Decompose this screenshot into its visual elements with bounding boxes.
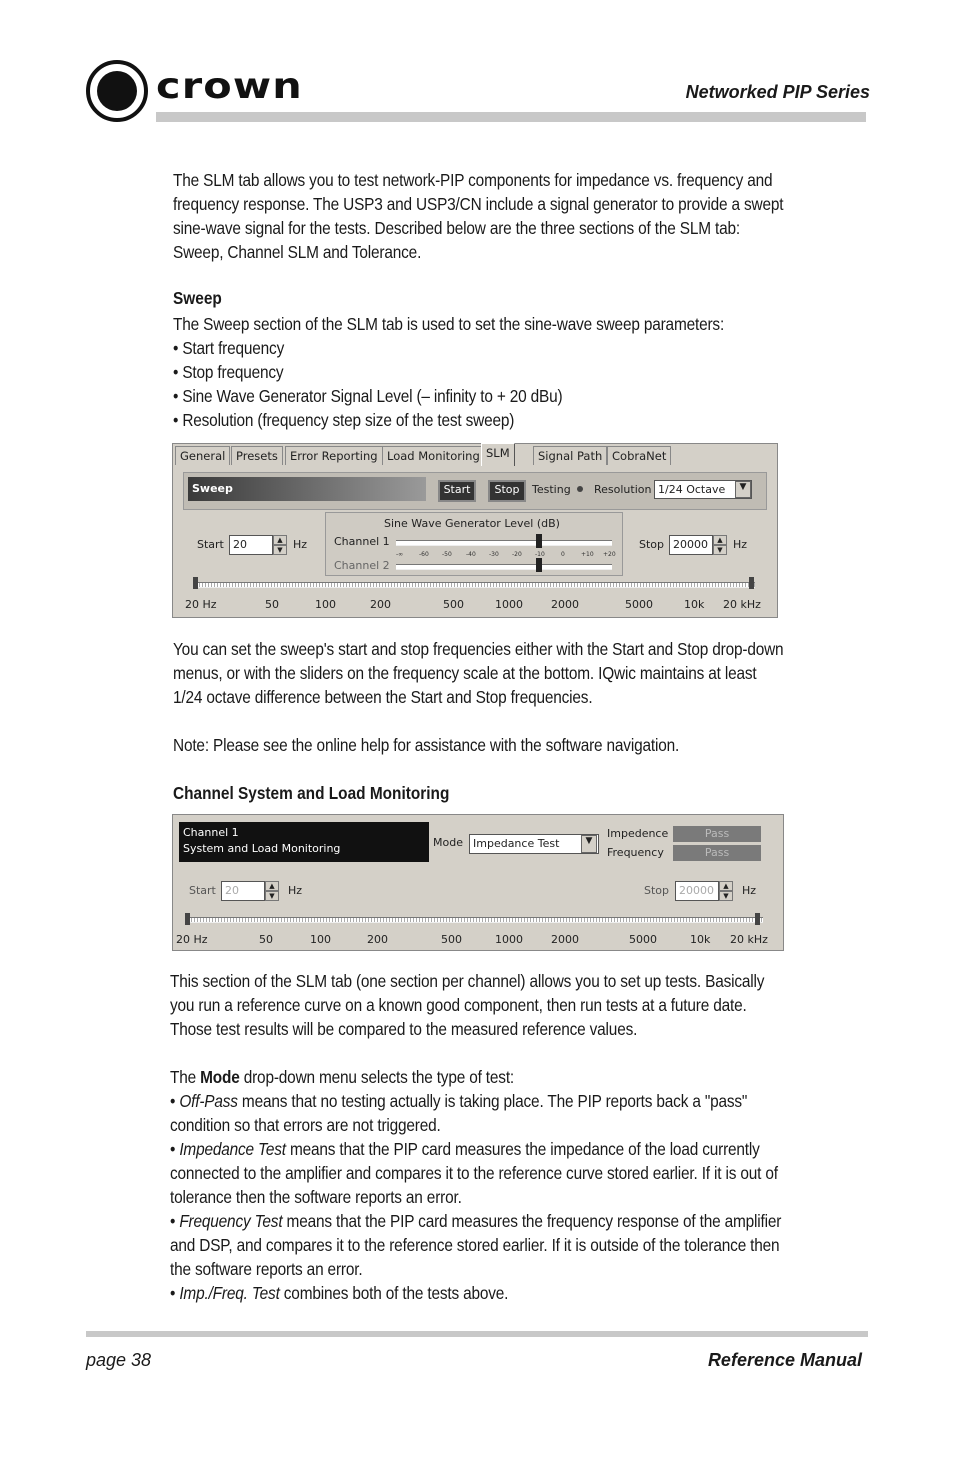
bullet-term: Imp./Freq. Test [179, 1283, 280, 1303]
scale-label: 50 [259, 933, 273, 946]
scale-label: 200 [370, 598, 391, 611]
scale-label: 10k [684, 598, 705, 611]
scale-label: 1000 [495, 933, 523, 946]
intro-paragraph: The SLM tab allows you to test network-PIP components for impedance vs. frequency and frequency response. The USP3 and USP3/CN include a signal generator to provide a swept sine-wave signal for the tests. Described below are the three sections of the SLM tab: Sweep, Channel SLM and Tolerance. [173, 170, 784, 262]
mode-label: Mode [433, 836, 463, 849]
db-tick: -60 [419, 551, 429, 558]
scale-label: 500 [441, 933, 462, 946]
scale-label: 2000 [551, 598, 579, 611]
scale-label: 20 kHz [723, 598, 761, 611]
scale-label: 50 [265, 598, 279, 611]
scale-label: 20 Hz [185, 598, 217, 611]
channel-heading: Channel System and Load Monitoring [173, 783, 450, 803]
channel-paragraph: This section of the SLM tab (one section per channel) allows you to set up tests. Basically you run a reference curve on a known good component, then run tests at a future date. Those test results will be compared to the measured reference values. [170, 971, 765, 1039]
testing-label: Testing [532, 483, 571, 496]
footer-rule [86, 1331, 868, 1337]
start-hz-label: Hz [293, 538, 308, 551]
tab-load-monitoring[interactable]: Load Monitoring [382, 446, 485, 465]
tab-error-reporting[interactable]: Error Reporting [285, 446, 383, 465]
range-start-handle[interactable] [185, 913, 190, 925]
scale-label: 5000 [629, 933, 657, 946]
spin-up-icon[interactable]: ▲ [273, 535, 287, 545]
scale-label: 2000 [551, 933, 579, 946]
channel1-level-slider[interactable] [396, 540, 612, 546]
tab-signal-path[interactable]: Signal Path [533, 446, 607, 465]
bullet: • [170, 1091, 180, 1111]
scale-label: 5000 [625, 598, 653, 611]
range-stop-handle[interactable] [755, 913, 760, 925]
db-tick: 0 [561, 551, 565, 558]
frequency-status-badge: Pass [673, 845, 761, 861]
channel2-level-knob[interactable] [536, 558, 542, 572]
start-button[interactable]: Start [438, 480, 476, 502]
scale-label: 20 Hz [176, 933, 208, 946]
channel2-level-slider[interactable] [396, 564, 612, 570]
mode-intro-bold: Mode [200, 1067, 240, 1087]
spin-up-icon[interactable]: ▲ [265, 881, 279, 891]
start-frequency-input[interactable]: 20 [221, 881, 265, 901]
bullet-text: means that no testing actually is taking place. The PIP reports back a "pass" condition so that errors are not triggered. [170, 1091, 748, 1135]
start-hz-label: Hz [288, 884, 303, 897]
slm-sweep-screenshot [172, 443, 778, 618]
start-label: Start [197, 538, 224, 551]
generator-title: Sine Wave Generator Level (dB) [384, 517, 560, 530]
channel2-label: Channel 2 [334, 559, 390, 572]
scale-label: 100 [315, 598, 336, 611]
bullet-term: Off-Pass [179, 1091, 238, 1111]
bullet-text: combines both of the tests above. [279, 1283, 509, 1303]
sweep-paragraph: The Sweep section of the SLM tab is used to set the sine-wave sweep parameters: • Start frequency • Stop frequency • Sine Wave Generator Signal Level (– infinity to + 20 dBu) • Resolution (frequency step size of the test sweep) [173, 314, 725, 430]
spin-up-icon[interactable]: ▲ [713, 535, 727, 545]
tab-slm[interactable]: SLM [481, 443, 515, 466]
spin-down-icon[interactable]: ▼ [273, 545, 287, 555]
sweep-heading: Sweep [173, 288, 222, 308]
scale-label: 200 [367, 933, 388, 946]
generator-level-box [325, 512, 623, 576]
db-tick: -∞ [396, 551, 404, 558]
scale-label: 1000 [495, 598, 523, 611]
chevron-down-icon[interactable]: ▼ [581, 835, 597, 853]
chevron-down-icon[interactable]: ▼ [735, 481, 751, 498]
stop-frequency-input[interactable]: 20000 [669, 535, 713, 555]
start-frequency-input[interactable]: 20 [229, 535, 273, 555]
spin-down-icon[interactable]: ▼ [719, 891, 733, 901]
db-tick: -50 [442, 551, 452, 558]
crown-logo-text: crown [156, 66, 303, 107]
sweep-explanation: You can set the sweep's start and stop frequencies either with the Start and Stop drop-down menus, or with the sliders on the frequency scale at the bottom. IQwic maintains at least 1/24 octave difference between the Start and Stop frequencies. [173, 639, 784, 707]
channel-monitoring-screenshot [172, 814, 784, 951]
spin-down-icon[interactable]: ▼ [713, 545, 727, 555]
tab-cobranet[interactable]: CobraNet [607, 446, 671, 465]
frequency-range-slider[interactable] [185, 917, 763, 923]
mode-intro-post: drop-down menu selects the type of test: [239, 1067, 515, 1087]
resolution-select[interactable]: 1/24 Octave [654, 480, 752, 499]
sweep-section-title: Sweep [188, 477, 426, 501]
impedence-label: Impedence [607, 827, 669, 840]
frequency-label: Frequency [607, 846, 664, 859]
page-number: page 38 [86, 1350, 152, 1370]
channel-title-box [179, 822, 429, 862]
sweep-header-row [183, 472, 767, 510]
stop-hz-label: Hz [733, 538, 748, 551]
mode-intro-pre: The [170, 1067, 201, 1087]
mode-bullet-list [170, 1089, 781, 1305]
bullet: • [170, 1139, 180, 1159]
stop-label: Stop [644, 884, 670, 897]
channel1-level-knob[interactable] [536, 534, 542, 548]
header-rule [156, 112, 866, 122]
db-tick: -40 [466, 551, 476, 558]
db-tick: -30 [489, 551, 499, 558]
stop-frequency-input[interactable]: 20000 [675, 881, 719, 901]
frequency-range-slider[interactable] [193, 582, 755, 588]
scale-label: 10k [690, 933, 711, 946]
channel1-label: Channel 1 [334, 535, 390, 548]
channel-title: Channel 1 [183, 826, 239, 839]
db-tick: +10 [581, 551, 594, 558]
db-tick: -20 [512, 551, 522, 558]
bullet: • [170, 1211, 180, 1231]
tab-presets[interactable]: Presets [231, 446, 283, 465]
bullet-term: Impedance Test [179, 1139, 286, 1159]
bullet-text: means that the PIP card measures the frequency response of the amplifier and DSP, and compares it to the reference stored earlier. If it is outside of the tolerance then the software reports an error. [170, 1211, 782, 1279]
bullet-text: means that the PIP card measures the impedance of the load currently connected to the amplifier and compares it to the reference curve stored earlier. If it is out of tolerance then the software reports an error. [170, 1139, 778, 1207]
stop-label: Stop [639, 538, 665, 551]
mode-intro [170, 1065, 514, 1089]
stop-hz-label: Hz [742, 884, 757, 897]
db-tick: +20 [603, 551, 616, 558]
bullet-term: Frequency Test [179, 1211, 283, 1231]
start-label: Start [189, 884, 216, 897]
navigation-note: Note: Please see the online help for assistance with the software navigation. [173, 735, 680, 755]
impedance-status-badge: Pass [673, 826, 761, 842]
manual-title: Reference Manual [707, 1350, 862, 1370]
bullet: • [170, 1283, 180, 1303]
scale-label: 20 kHz [730, 933, 768, 946]
range-stop-handle[interactable] [749, 577, 754, 589]
tab-general[interactable]: General [175, 446, 230, 465]
crown-logo-emblem [86, 60, 148, 122]
stop-button[interactable]: Stop [488, 480, 526, 502]
series-title: Networked PIP Series [685, 82, 870, 102]
spin-down-icon[interactable]: ▼ [265, 891, 279, 901]
scale-label: 500 [443, 598, 464, 611]
resolution-label: Resolution [594, 483, 652, 496]
spin-up-icon[interactable]: ▲ [719, 881, 733, 891]
range-start-handle[interactable] [193, 577, 198, 589]
channel-subtitle: System and Load Monitoring [183, 842, 341, 855]
db-tick: -10 [535, 551, 545, 558]
scale-label: 100 [310, 933, 331, 946]
testing-indicator-icon [577, 486, 583, 492]
mode-select[interactable]: Impedance Test [469, 834, 599, 854]
